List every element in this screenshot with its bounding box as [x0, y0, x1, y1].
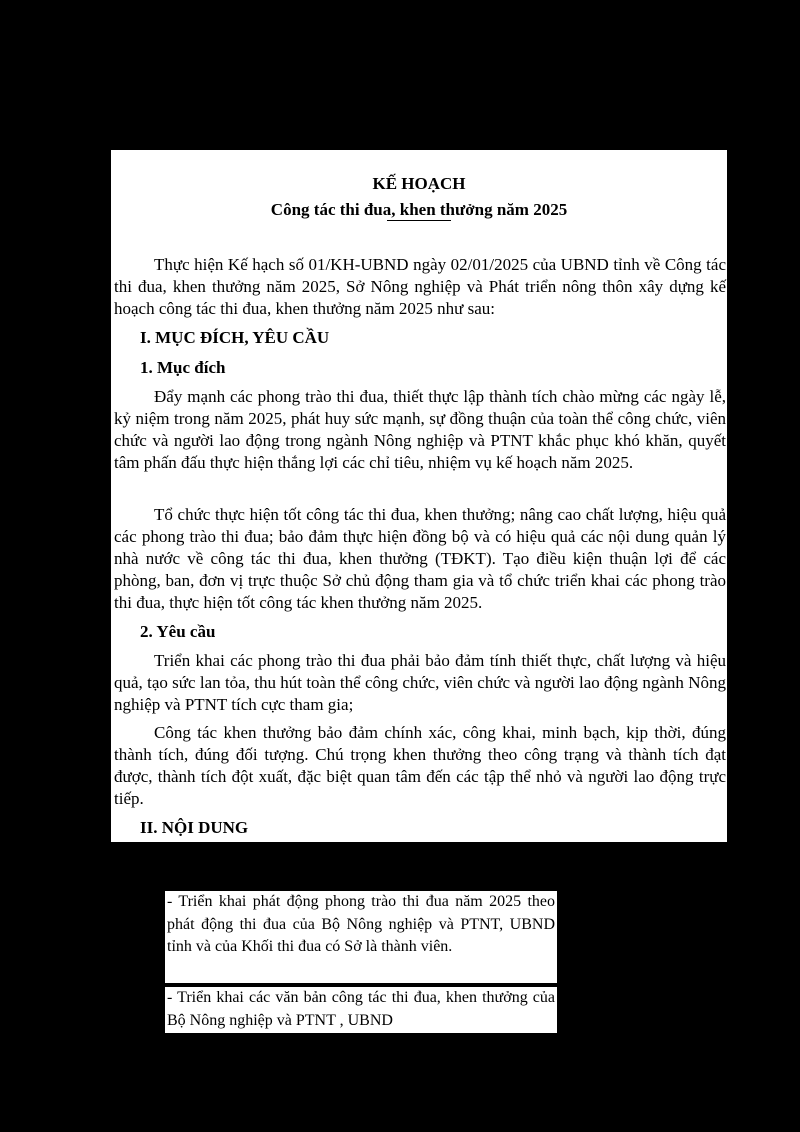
paragraph-purpose-1: Đẩy mạnh các phong trào thi đua, thiết thực lập thành tích chào mừng các ngày lễ, kỷ niệm trong năm 2025, phát huy sức mạnh, sự đồng thuận của toàn thể công chức, viên chức và người lao động trong ngành Nông nghiệp và PTNT khắc phục khó khăn, quyết tâm phấn đấu thực hiện thắng lợi các chỉ tiêu, nhiệm vụ kế hoạch năm 2025. — [114, 387, 726, 472]
document-title: KẾ HOẠCH — [372, 174, 466, 193]
excerpt-box-2: - Triển khai các văn bản công tác thi đua, khen thưởng của Bộ Nông nghiệp và PTNT , UBND — [165, 987, 557, 1033]
section-heading-content: II. NỘI DUNG — [140, 818, 249, 837]
subheading-requirements: 2. Yêu cầu — [140, 622, 216, 641]
title-underline — [387, 220, 451, 221]
intro-paragraph: Thực hiện Kế hạch số 01/KH-UBND ngày 02/01/2025 của UBND tỉnh về Công tác thi đua, khen thưởng năm 2025, Sở Nông nghiệp và Phát triển nông thôn xây dựng kế hoạch công tác thi đua, khen thưởng năm 2025 như sau: — [114, 255, 726, 318]
paragraph-requirements-1: Triển khai các phong trào thi đua phải bảo đảm tính thiết thực, chất lượng và hiệu quả, tạo sức lan tỏa, thu hút toàn thể công chức, viên chức và người lao động ngành Nông nghiệp và PTNT tích cực tham gia; — [114, 651, 726, 714]
document-subtitle: Công tác thi đua, khen thưởng năm 2025 — [270, 200, 568, 219]
document-page — [111, 150, 727, 842]
paragraph-requirements-2: Công tác khen thưởng bảo đảm chính xác, công khai, minh bạch, kịp thời, đúng thành tích, đúng đối tượng. Chú trọng khen thưởng theo công trạng và thành tích đạt được, thành tích đột xuất, đặc biệt quan tâm đến các tập thể nhỏ và người lao động trực tiếp. — [114, 723, 726, 808]
excerpt-box-1: - Triển khai phát động phong trào thi đua năm 2025 theo phát động thi đua của Bộ Nông nghiệp và PTNT, UBND tỉnh và của Khối thi đua có Sở là thành viên. — [165, 891, 557, 983]
subheading-purpose: 1. Mục đích — [140, 358, 226, 377]
paragraph-purpose-2: Tổ chức thực hiện tốt công tác thi đua, khen thưởng; nâng cao chất lượng, hiệu quả các phong trào thi đua; bảo đảm thực hiện đồng bộ và có hiệu quả các nội dung quản lý nhà nước về công tác thi đua, khen thưởng (TĐKT). Tạo điều kiện thuận lợi để các phòng, ban, đơn vị trực thuộc Sở chủ động tham gia và tổ chức triển khai các phong trào thi đua, thực hiện tốt công tác khen thưởng năm 2025. — [114, 505, 726, 612]
section-heading-purpose-requirements: I. MỤC ĐÍCH, YÊU CẦU — [140, 328, 330, 347]
